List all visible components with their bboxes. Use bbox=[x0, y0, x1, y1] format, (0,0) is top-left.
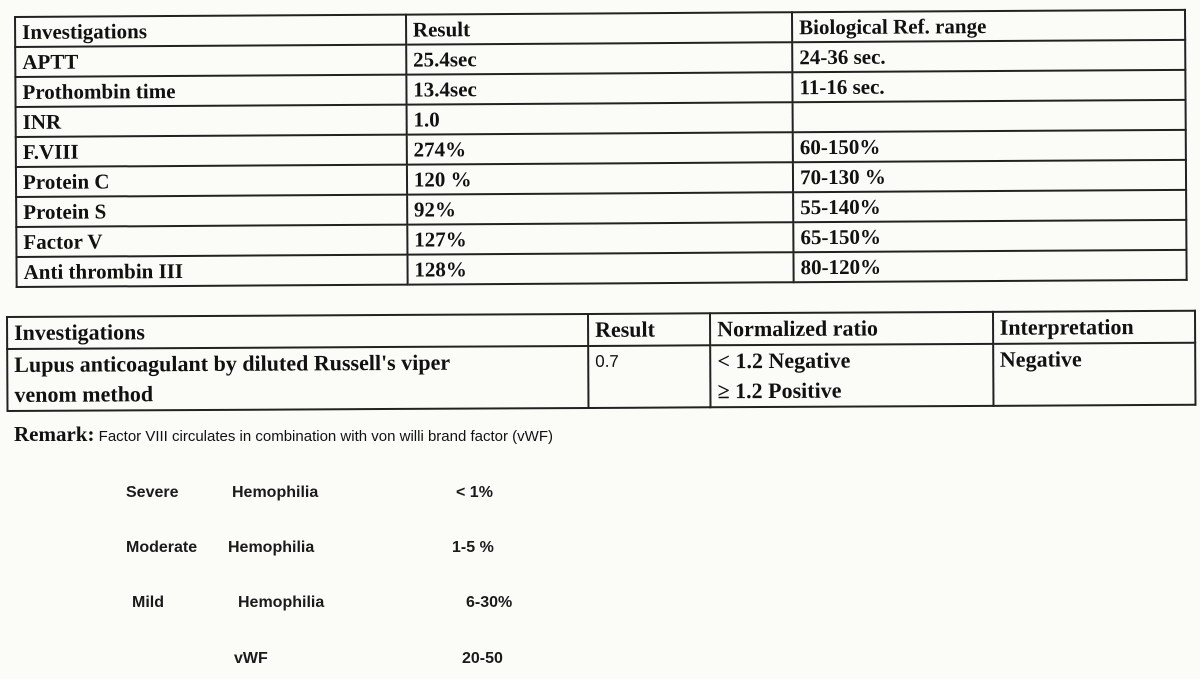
investigation-cell bbox=[7, 346, 588, 411]
investigation-cell: INR bbox=[16, 105, 407, 137]
range-cell: 24-36 sec. bbox=[792, 40, 1185, 72]
hemophilia-value: 6-30% bbox=[466, 594, 513, 611]
ratio-negative: < 1.2 Negative bbox=[717, 347, 851, 374]
severity-label: Moderate bbox=[126, 539, 198, 556]
result-cell: 1.0 bbox=[406, 102, 792, 134]
vwf-label: vWF bbox=[234, 650, 268, 667]
remark-label: Remark: bbox=[14, 422, 95, 446]
range-cell bbox=[793, 100, 1186, 132]
range-cell: 55-140% bbox=[793, 190, 1186, 222]
severity-label: Mild bbox=[132, 594, 164, 611]
header-normalized-ratio: Normalized ratio bbox=[710, 312, 993, 345]
investigation-cell: Prothombin time bbox=[15, 75, 406, 107]
hemophilia-type: Hemophilia bbox=[238, 594, 325, 611]
remark-text: Factor VIII circulates in combination with von willi brand factor (vWF) bbox=[98, 428, 553, 445]
interpretation-cell: Negative bbox=[993, 343, 1196, 406]
hemophilia-type: Hemophilia bbox=[228, 539, 315, 556]
range-cell: 11-16 sec. bbox=[792, 70, 1185, 102]
investigation-cell: Protein C bbox=[16, 165, 407, 197]
coagulation-table bbox=[14, 9, 1188, 288]
header-investigations: Investigations bbox=[15, 15, 406, 47]
result-cell: 0.7 bbox=[588, 345, 711, 408]
range-cell: 80-120% bbox=[794, 250, 1187, 282]
result-cell: 120 % bbox=[407, 162, 793, 194]
table-row bbox=[7, 343, 1195, 411]
investigation-line-2: venom method bbox=[14, 381, 154, 407]
header-investigations: Investigations bbox=[7, 314, 588, 349]
ratio-cell bbox=[710, 344, 993, 407]
investigation-line-1: Lupus anticoagulant by diluted Russell's viper bbox=[14, 349, 451, 377]
hemophilia-value: 1-5 % bbox=[452, 539, 494, 556]
table-row bbox=[16, 250, 1186, 287]
result-cell: 92% bbox=[407, 192, 793, 224]
ratio-positive: ≥ 1.2 Positive bbox=[717, 377, 842, 404]
result-cell: 274% bbox=[407, 132, 793, 164]
vwf-value: 20-50 bbox=[462, 650, 503, 667]
lupus-anticoagulant-table bbox=[6, 310, 1196, 412]
range-cell: 65-150% bbox=[793, 220, 1186, 252]
header-interpretation: Interpretation bbox=[993, 311, 1196, 344]
investigation-cell: Factor V bbox=[16, 225, 407, 257]
severity-label: Severe bbox=[126, 484, 179, 501]
header-result: Result bbox=[406, 12, 792, 44]
investigation-cell: F.VIII bbox=[16, 135, 407, 167]
investigation-cell: Anti thrombin III bbox=[16, 255, 407, 287]
result-cell: 13.4sec bbox=[406, 72, 792, 104]
remark bbox=[14, 422, 553, 447]
result-cell: 127% bbox=[407, 222, 793, 254]
investigation-cell: Protein S bbox=[16, 195, 407, 227]
range-cell: 60-150% bbox=[793, 130, 1186, 162]
investigation-cell: APTT bbox=[15, 45, 406, 77]
hemophilia-type: Hemophilia bbox=[232, 484, 319, 501]
header-result: Result bbox=[588, 313, 710, 346]
result-cell: 25.4sec bbox=[406, 42, 792, 74]
hemophilia-value: < 1% bbox=[456, 484, 493, 501]
result-cell: 128% bbox=[407, 252, 793, 284]
range-cell: 70-130 % bbox=[793, 160, 1186, 192]
header-ref-range: Biological Ref. range bbox=[792, 10, 1185, 42]
